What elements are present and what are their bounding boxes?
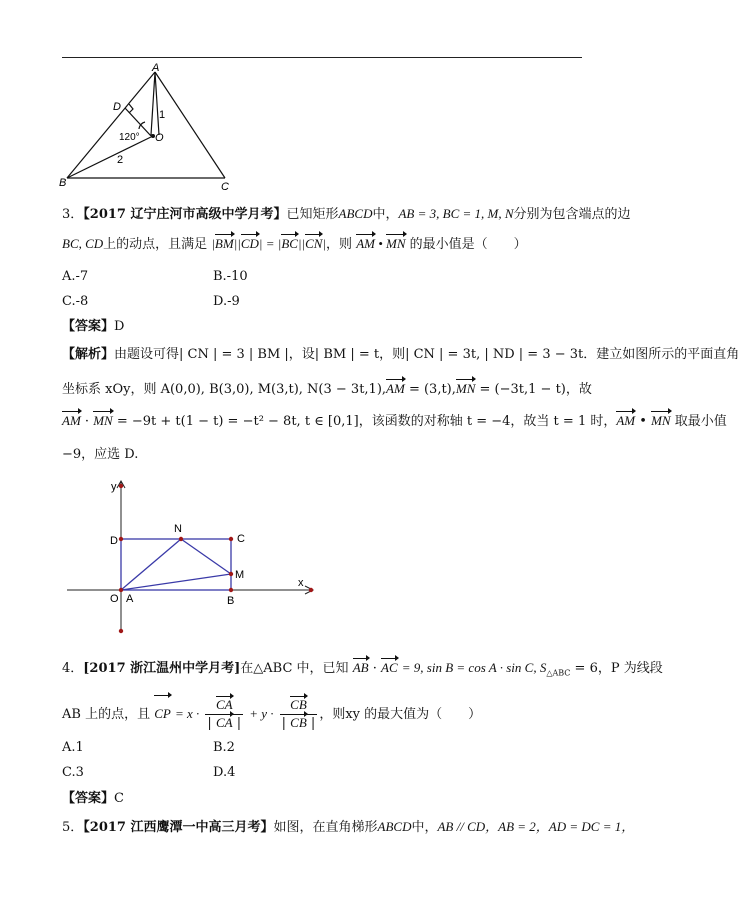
q5-cond: AB // CD，AB = 2，AD = DC = 1， (437, 819, 635, 834)
q4-text1: 在△ABC 中，已知 (240, 661, 349, 676)
point-A-label: A (126, 593, 134, 605)
q4-line2 (62, 696, 481, 733)
coordinate-figure (65, 478, 330, 638)
q3-abcd: ABCD (338, 206, 373, 221)
q3-analysis-4: −9，应选 D. (62, 447, 139, 462)
q4-line2-a: AB 上的点，且 (62, 707, 151, 722)
q3-analysis-text2c: = (−3t,1 − t)，故 (479, 382, 592, 397)
q3-number: 3． (62, 207, 84, 222)
q4-line2-c: + y · (249, 706, 274, 721)
q4-answer-label: 【答案】 (62, 791, 115, 806)
triangle-figure (55, 62, 245, 192)
point-D-label: D (110, 535, 118, 547)
q3-vec-cond: |BM||CD| = |BC||CN| (211, 236, 327, 251)
q3-cond1: AB = 3, BC = 1, M, N (398, 206, 514, 221)
axis-y-label: y (111, 481, 117, 493)
q4-option-b: B.2 (213, 740, 235, 755)
q5-line1 (62, 818, 634, 837)
q5-abcd: ABCD (377, 819, 412, 834)
q3-answer (62, 318, 124, 336)
q3-analysis-3: AM · MN = −9t + t(1 − t) = −t² − 8t, t ∈ [0,1]，该函数的对称轴 t = −4，故当 t = 1 时，AM • MN 取最小值 (62, 413, 727, 429)
axis-x-label: x (298, 577, 304, 589)
label-len-1: 1 (159, 109, 166, 121)
q3-option-b: B.-10 (213, 269, 248, 284)
q3-source: 【2017 辽宁庄河市高级中学月考】 (83, 207, 287, 222)
q4-cond: = 9, sin B = cos A · sin C, S (401, 660, 547, 675)
q4-option-a: A.1 (62, 740, 84, 755)
q3-analysis-text1: 由题设可得| CN | = 3 | BM |，设| BM | = t，则| CN | = 3t, | ND | = 3 − 3t．建立如图所示的平面直角 (114, 347, 739, 362)
q3-analysis-2 (62, 380, 592, 399)
q3-zhong: 中， (372, 207, 399, 222)
label-angle: 120° (119, 132, 140, 143)
q3-line2-a: BC, CD (62, 236, 104, 251)
q4-line2-b: = x · (174, 706, 200, 721)
vec-cp: CP (154, 696, 171, 732)
label-D: D (113, 101, 121, 113)
q3-answer-value: D (114, 319, 125, 334)
frac-ca: $\frac{CA}{| CA |}$ (207, 697, 242, 731)
q3-option-a: A.-7 (62, 269, 89, 284)
q3-line2 (62, 235, 527, 254)
q3-line1 (62, 205, 631, 224)
q4-option-c: C.3 (62, 765, 84, 780)
q5-text1: 如图，在直角梯形 (273, 820, 378, 835)
header-rule (62, 57, 582, 58)
point-M-label: M (235, 569, 245, 581)
q4-cond2: = 6，P 为线段 (574, 661, 663, 676)
label-len-2: 2 (117, 154, 124, 166)
q3-analysis-text3b: 取最小值 (674, 414, 727, 429)
label-A: A (152, 62, 160, 74)
q3-answer-label: 【答案】 (62, 319, 115, 334)
point-B-label: B (227, 595, 235, 607)
q4-option-d: D.4 (213, 765, 236, 780)
label-O: O (155, 132, 164, 144)
point-C-label: C (237, 533, 245, 545)
q3-line2-d: 的最小值是（ ） (409, 237, 527, 252)
q3-line2-b: 上的动点，且满足 (103, 237, 208, 252)
vec-ab: AB (352, 660, 369, 675)
q3-analysis-text3a: = −9t + t(1 − t) = −t² − 8t, t ∈ [0,1]，该函数的对称轴 t = −4，故当 t = 1 时， (116, 414, 617, 429)
q5-source: 【2017 江西鹰潭一中高三月考】 (83, 820, 274, 835)
vec-mn: MN (455, 381, 476, 396)
q3-text1: 已知矩形 (286, 207, 339, 222)
q3-line2-c: ，则 (326, 237, 353, 252)
q4-answer-value: C (114, 791, 124, 806)
q4-answer (62, 790, 124, 808)
point-O-label: O (110, 593, 119, 605)
vec-am: AM (386, 381, 405, 396)
q3-analysis-text2: 坐标系 xOy，则 A(0,0), B(3,0), M(3,t), N(3 − 3t,1), (62, 382, 387, 397)
point-N-label: N (174, 523, 182, 535)
q3-vec-expr: AM • MN (356, 236, 406, 251)
q3-option-c: C.-8 (62, 294, 89, 309)
label-B: B (59, 177, 67, 189)
q4-source: [2017 浙江温州中学月考] (83, 661, 241, 676)
q3-analysis-label: 【解析】 (62, 347, 115, 362)
q4-line2-d: ，则xy 的最大值为（ ） (319, 707, 482, 722)
vec-ac: AC (381, 660, 398, 675)
frac-cb: $\frac{CB}{| CB |}$ (281, 697, 316, 731)
q4-line1: 4．[2017 浙江温州中学月考]在△ABC 中，已知 AB · AC = 9, sin B = cos A · sin C, $S_{\triangle ABC} = 6$，P 为线段 (62, 660, 663, 678)
q4-number: 4． (62, 661, 84, 676)
label-C: C (221, 181, 229, 193)
q5-number: 5． (62, 820, 84, 835)
q3-option-d: D.-9 (213, 294, 240, 309)
q3-text2: 分别为包含端点的边 (513, 207, 631, 222)
q5-text2: 中， (411, 820, 438, 835)
q3-analysis-text2b: = (3,t), (408, 382, 456, 397)
q4-sub: △ABC (546, 668, 571, 678)
q3-analysis-1 (62, 346, 739, 364)
